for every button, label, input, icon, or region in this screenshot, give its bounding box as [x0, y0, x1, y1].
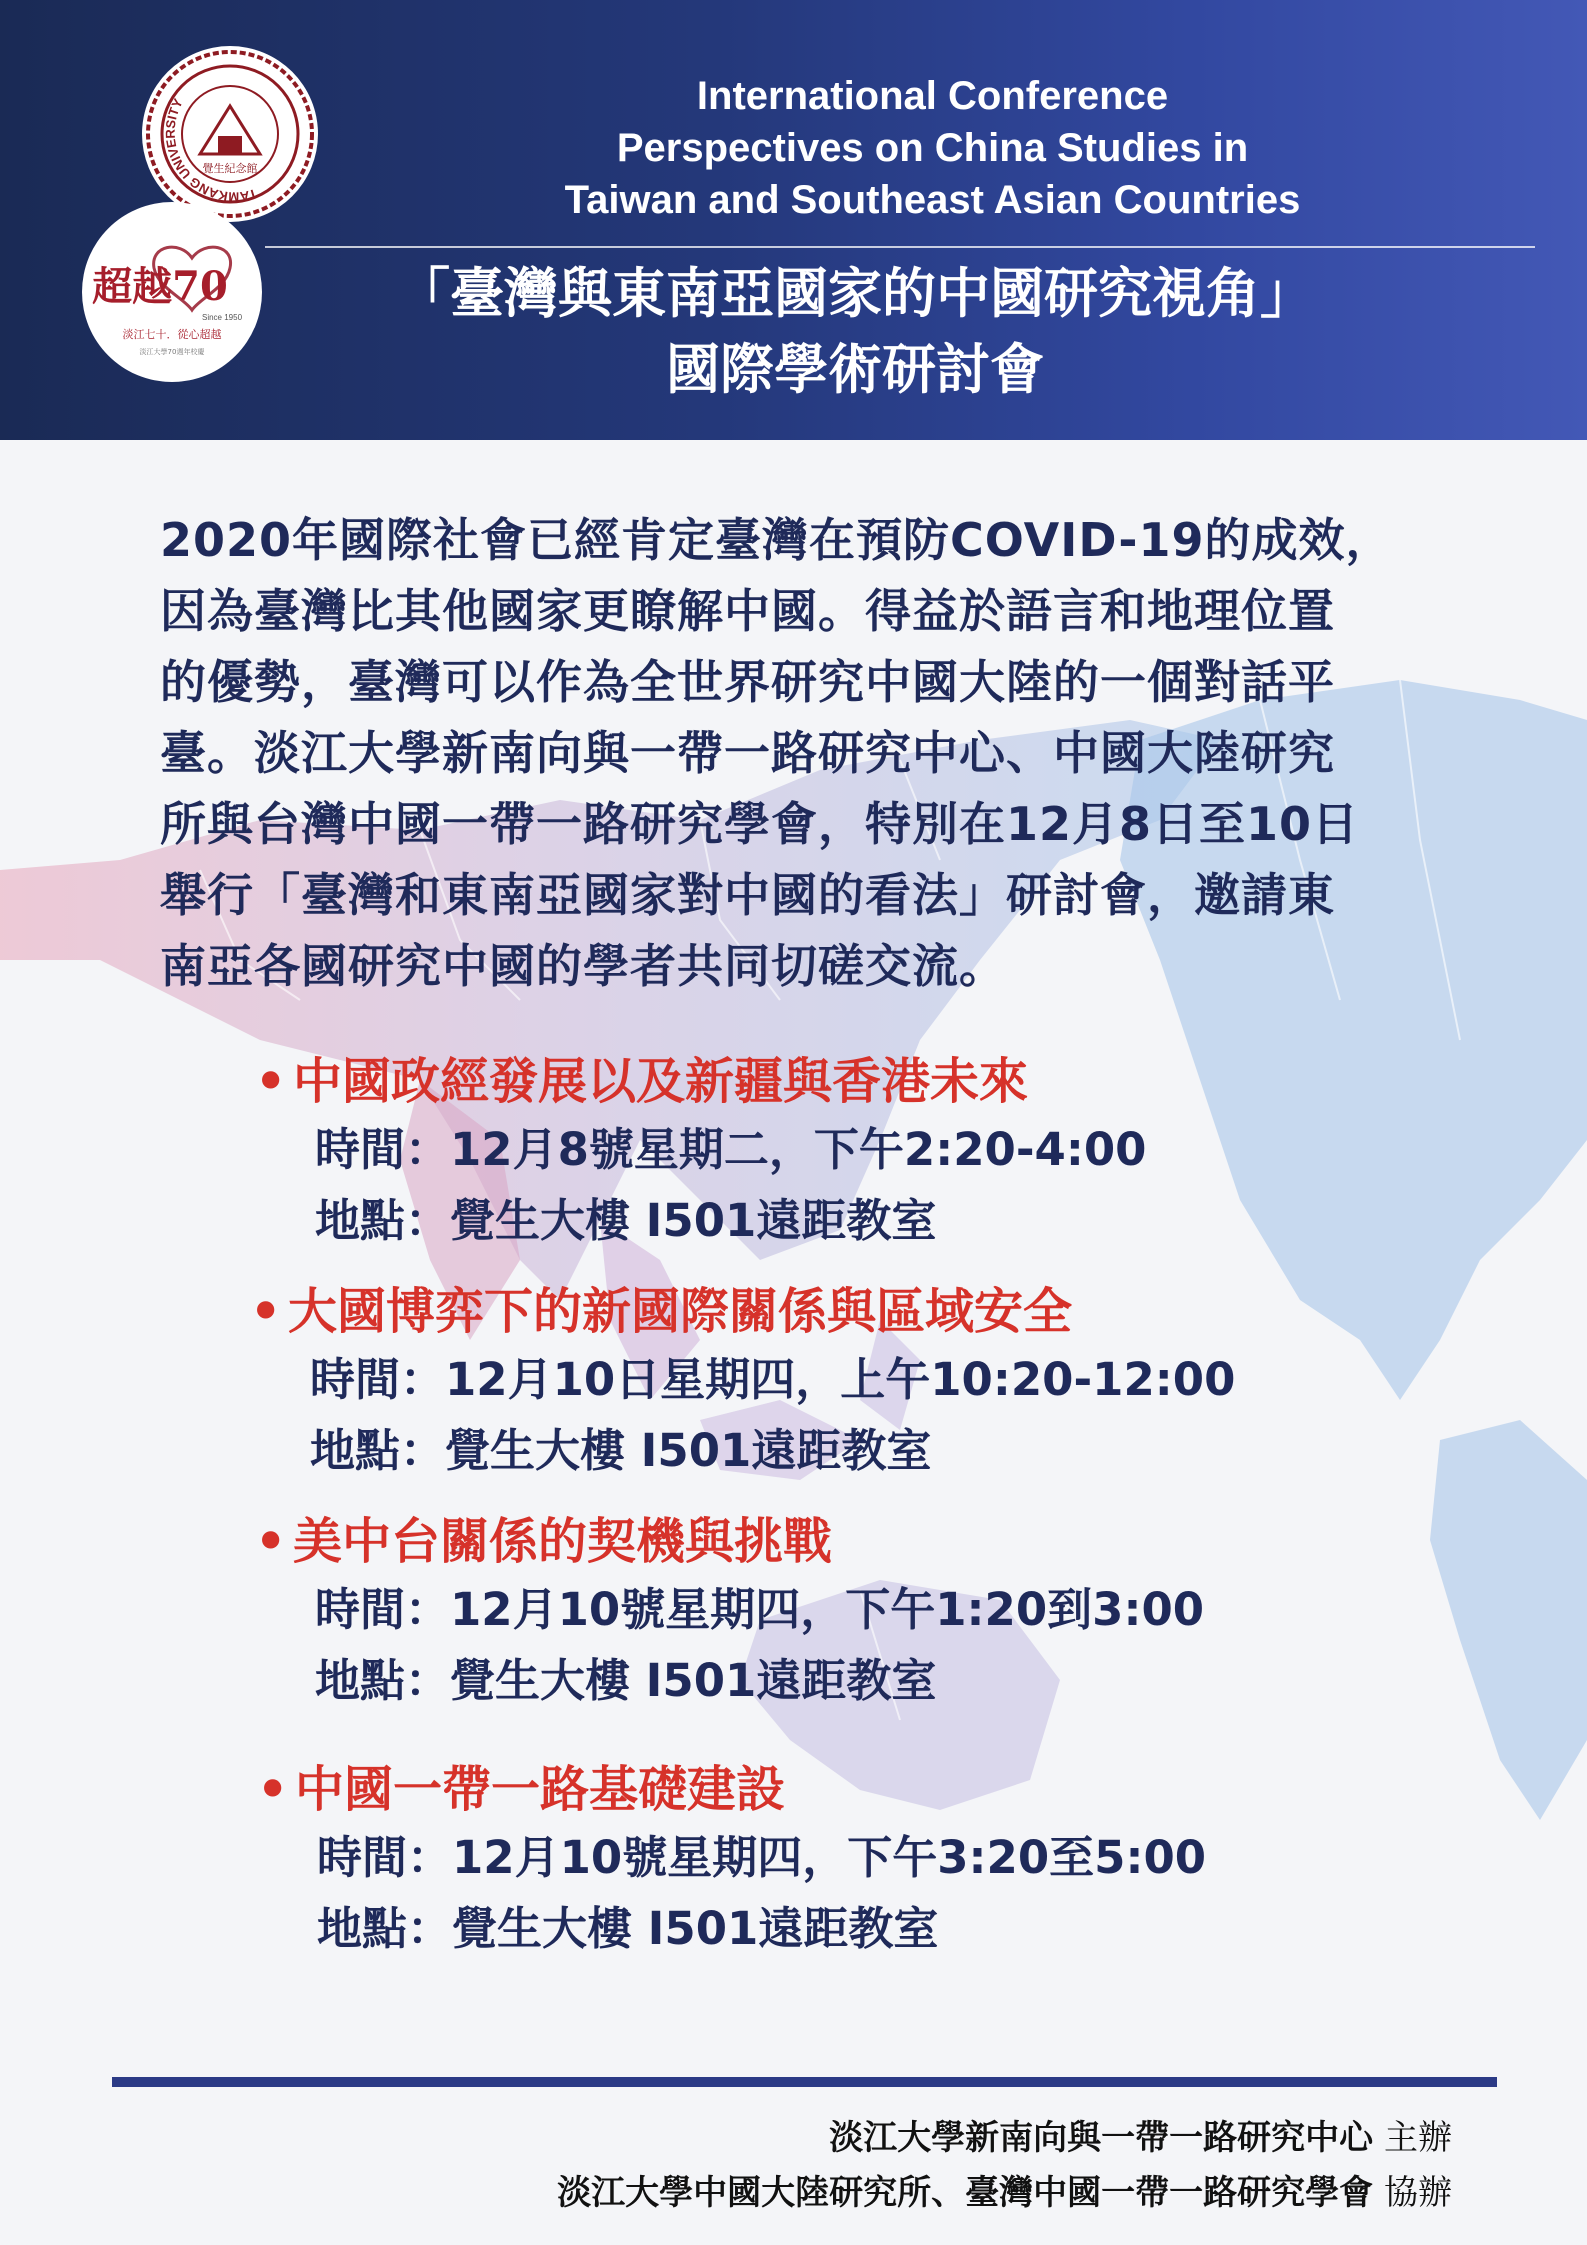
intro-line: 因為臺灣比其他國家更瞭解中國。得益於語言和地理位置	[160, 584, 1335, 638]
session-title-text: 中國政經發展以及新疆與香港未來	[293, 1053, 1029, 1110]
session-title-text: 大國博弈下的新國際關係與區域安全	[288, 1283, 1073, 1340]
session-4	[257, 1758, 1206, 1964]
organizer-co-host	[557, 2165, 1452, 2214]
chinese-title-line: 國際學術研討會	[666, 338, 1044, 401]
svg-text:Since 1950: Since 1950	[201, 313, 243, 322]
organizer-name: 淡江大學新南向與一帶一路研究中心	[829, 2118, 1374, 2158]
english-title	[470, 70, 1395, 226]
intro-line: 所與台灣中國一帶一路研究學會，特別在12月8日至10日	[160, 797, 1360, 851]
session-title	[255, 1510, 1204, 1574]
chinese-title-line: 「臺灣與東南亞國家的中國研究視角」	[396, 262, 1314, 325]
session-time: 時間：12月10號星期四，下午1:20到3:00	[315, 1583, 1205, 1636]
header-banner	[0, 0, 1587, 440]
session-place: 地點：覺生大樓 I501遠距教室	[310, 1424, 932, 1477]
bullet-icon: •	[255, 1053, 287, 1110]
english-title-line: International Conference	[696, 74, 1169, 118]
svg-text:淡江七十．從心超越: 淡江七十．從心超越	[122, 328, 222, 341]
chinese-title	[330, 256, 1380, 408]
english-title-line: Perspectives on China Studies in	[616, 126, 1249, 170]
bullet-icon: •	[257, 1761, 289, 1818]
footer-divider	[112, 2077, 1497, 2087]
session-title-text: 美中台關係的契機與挑戰	[293, 1513, 833, 1570]
intro-line: 南亞各國研究中國的學者共同切磋交流。	[160, 939, 1006, 993]
session-time: 時間：12月10號星期四，下午3:20至5:00	[317, 1831, 1207, 1884]
intro-line: 的優勢，臺灣可以作為全世界研究中國大陸的一個對話平	[160, 655, 1335, 709]
session-1	[255, 1050, 1146, 1256]
svg-text:淡江大學70週年校慶: 淡江大學70週年校慶	[139, 348, 205, 356]
session-2	[250, 1280, 1235, 1486]
session-3	[255, 1510, 1204, 1716]
session-place: 地點：覺生大樓 I501遠距教室	[315, 1654, 937, 1707]
intro-paragraph	[160, 505, 1500, 1002]
intro-line: 2020年國際社會已經肯定臺灣在預防COVID-19的成效，	[160, 513, 1393, 567]
organizer-role: 主辦	[1384, 2118, 1452, 2158]
session-title-text: 中國一帶一路基礎建設	[295, 1761, 786, 1818]
organizer-name: 淡江大學中國大陸研究所、臺灣中國一帶一路研究學會	[557, 2173, 1374, 2213]
session-title	[255, 1050, 1146, 1114]
header-divider	[265, 246, 1535, 248]
session-place: 地點：覺生大樓 I501遠距教室	[317, 1902, 939, 1955]
session-time: 時間：12月10日星期四，上午10:20-12:00	[310, 1353, 1236, 1406]
bullet-icon: •	[255, 1513, 287, 1570]
bullet-icon: •	[250, 1283, 282, 1340]
session-title	[257, 1758, 1206, 1822]
session-place: 地點：覺生大樓 I501遠距教室	[315, 1194, 937, 1247]
english-title-line: Taiwan and Southeast Asian Countries	[564, 178, 1301, 222]
svg-text:覺生紀念館: 覺生紀念館	[202, 162, 258, 175]
intro-line: 舉行「臺灣和東南亞國家對中國的看法」研討會，邀請東	[160, 868, 1335, 922]
session-title	[250, 1280, 1235, 1344]
anniversary-70-logo	[80, 200, 265, 385]
organizer-role: 協辦	[1384, 2173, 1452, 2213]
svg-text:超越70: 超越70	[92, 263, 228, 310]
intro-line: 臺。淡江大學新南向與一帶一路研究中心、中國大陸研究	[160, 726, 1335, 780]
session-time: 時間：12月8號星期二，下午2:20-4:00	[315, 1123, 1147, 1176]
svg-text:TAMKANG UNIVERSITY: TAMKANG UNIVERSITY	[162, 96, 259, 205]
organizer-host	[829, 2110, 1452, 2159]
tamkang-university-emblem	[140, 44, 320, 224]
